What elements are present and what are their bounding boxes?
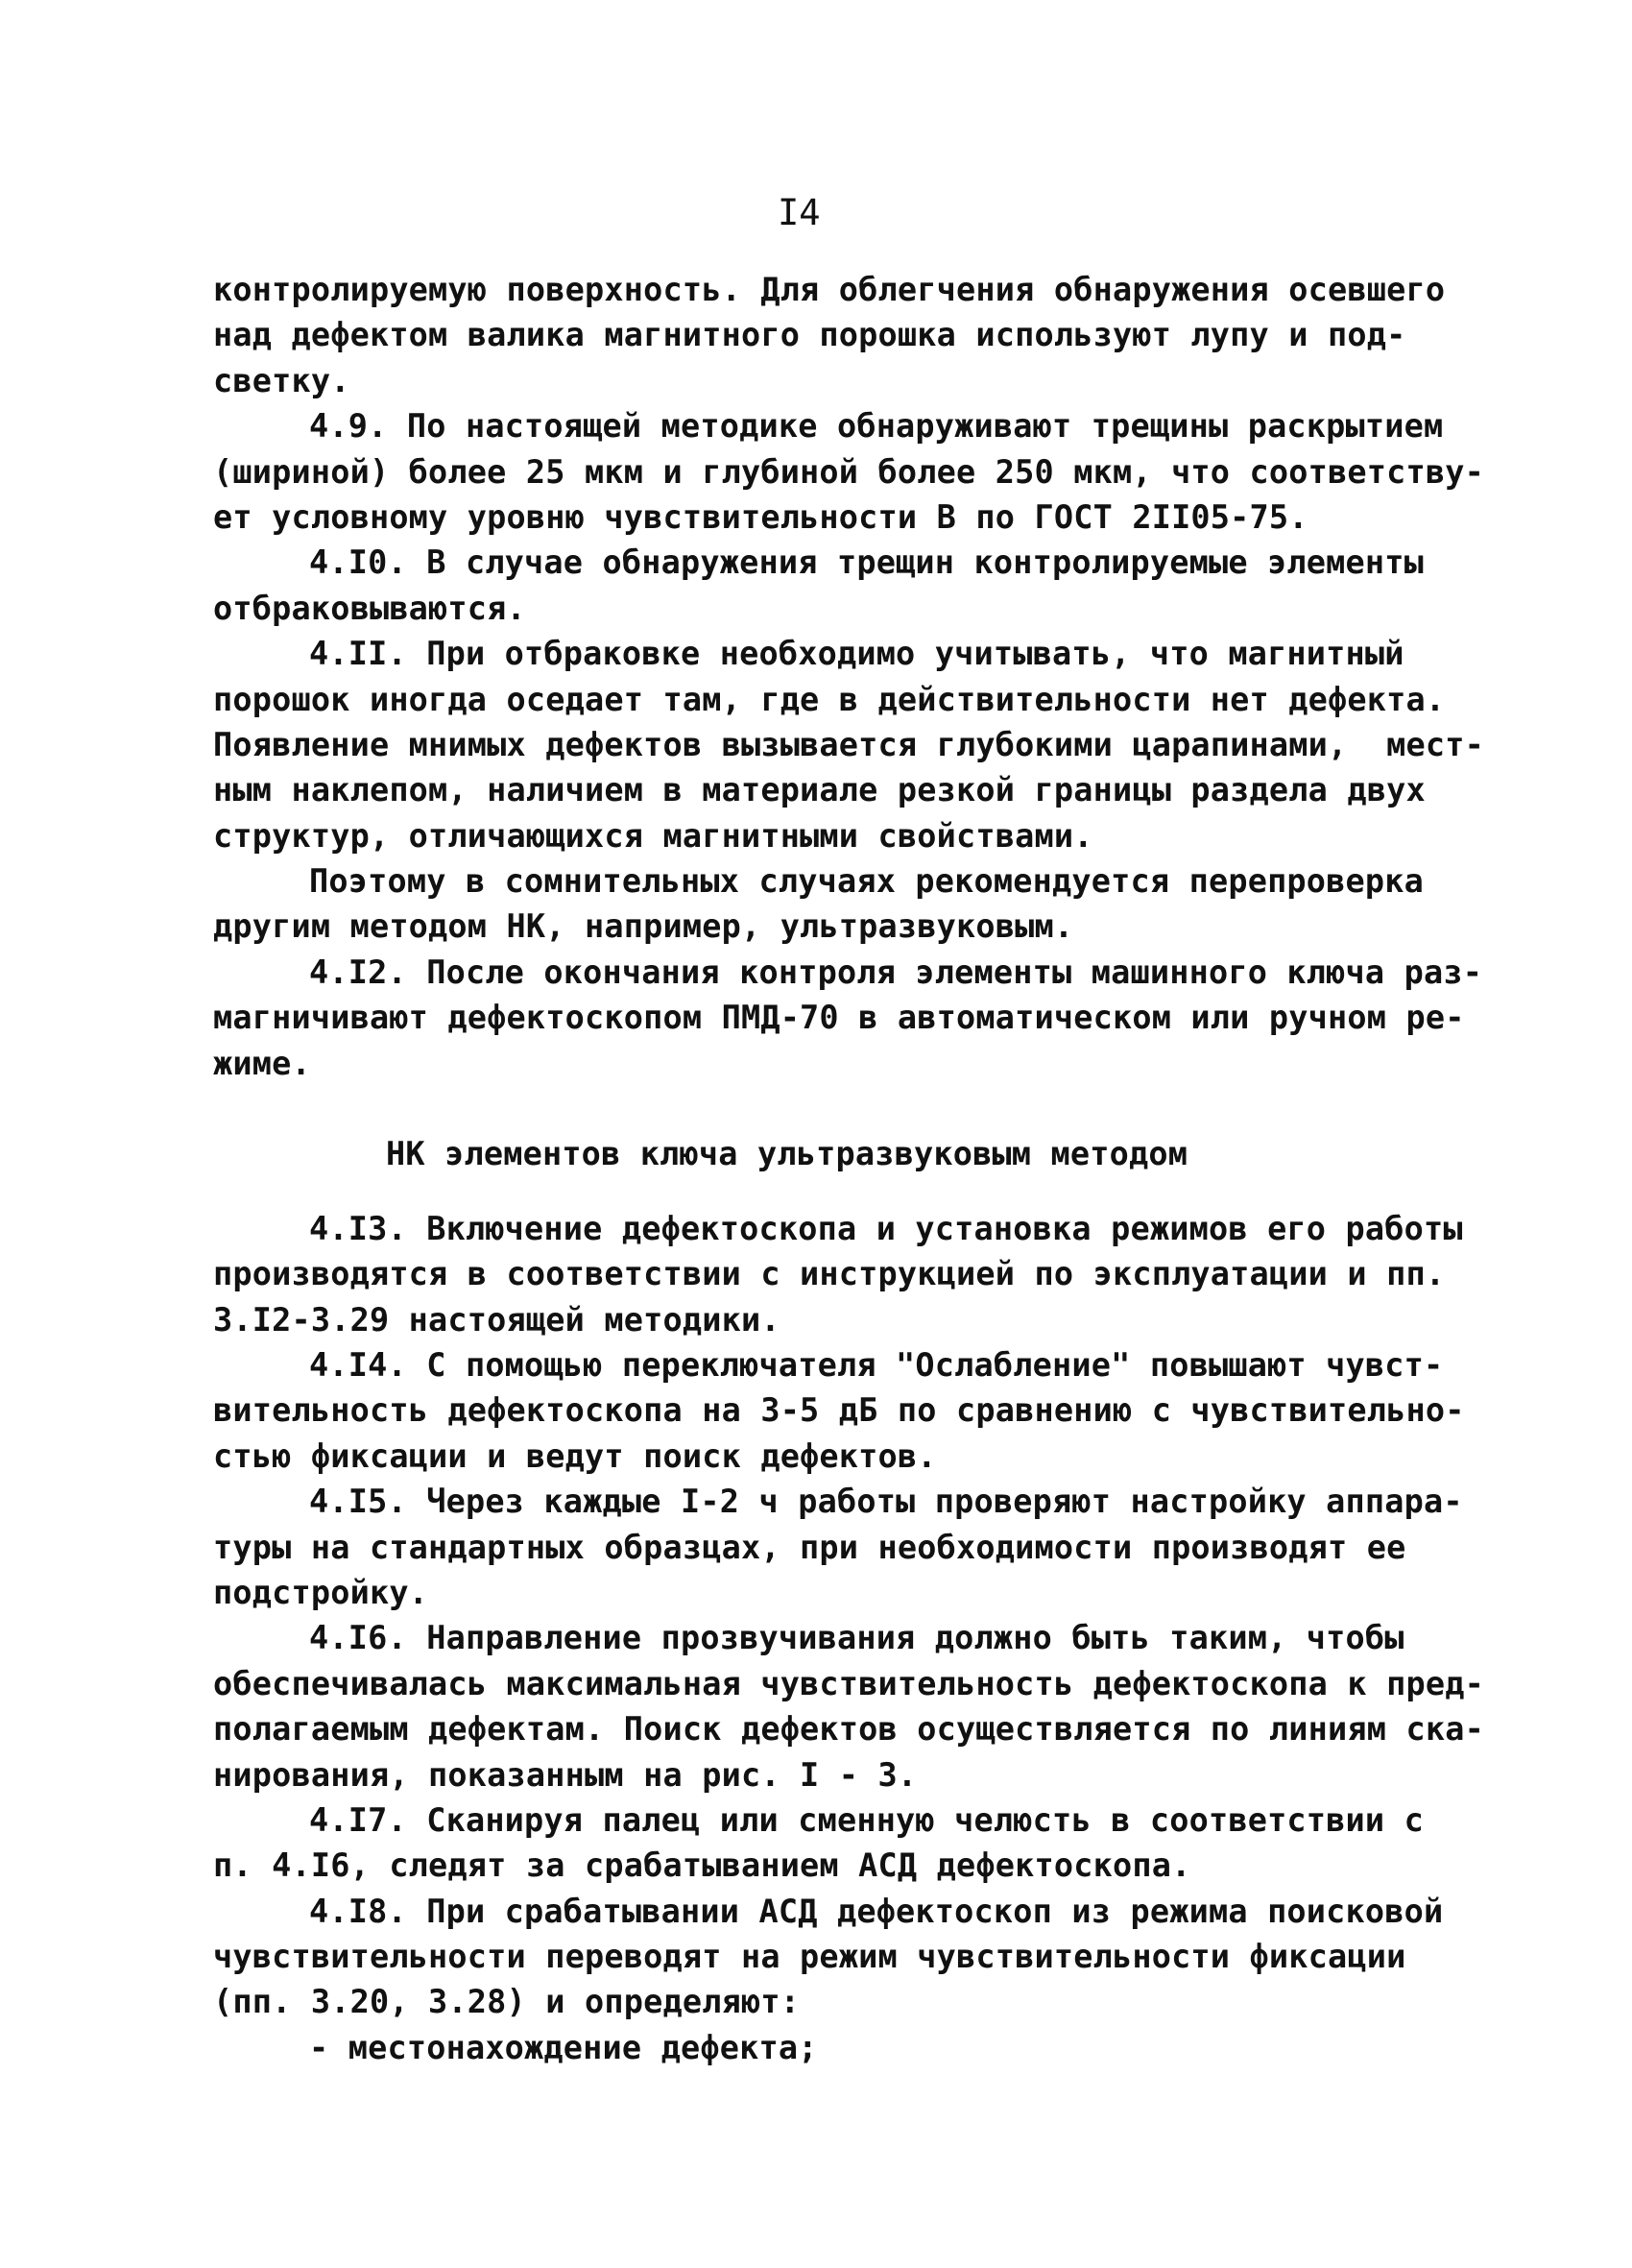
text-line: светку. [213, 361, 350, 399]
paragraph-4-16: 4.I6. Направление прозвучивания должно быть таким, чтобы [309, 1619, 1404, 1657]
text-line: стью фиксации и ведут поиск дефектов. [213, 1436, 937, 1475]
text-line: (шириной) более 25 мкм и глубиной более 250 мкм, что соответству- [213, 452, 1484, 491]
text-line: п. 4.I6, следят за срабатыванием АСД дефектоскопа. [213, 1846, 1191, 1885]
text-line: производятся в соответствии с инструкцией по эксплуатации и пп. [213, 1255, 1446, 1293]
text-line: полагаемым дефектам. Поиск дефектов осуществляется по линиям ска- [213, 1710, 1484, 1749]
list-item: - местонахождение дефекта; [309, 2028, 818, 2066]
paragraph-4-17: 4.I7. Сканируя палец или сменную челюсть в соответствии с [309, 1800, 1425, 1839]
text-line: контролируемую поверхность. Для облегчения обнаружения осевшего [213, 271, 1446, 308]
text-line: над дефектом валика магнитного порошка используют лупу и под- [213, 316, 1406, 354]
spacer [213, 1177, 1461, 1206]
paragraph-recheck: Поэтому в сомнительных случаях рекомендуется перепроверка [309, 862, 1425, 901]
text-line: подстройку. [213, 1573, 429, 1611]
text-line: порошок иногда оседает там, где в действительности нет дефекта. [213, 680, 1446, 718]
text-line: структур, отличающихся магнитными свойствами. [213, 816, 1093, 855]
text-line: Появление мнимых дефектов вызывается глубокими царапинами, мест- [213, 725, 1484, 763]
paragraph-4-14: 4.I4. С помощью переключателя "Ослабление" повышают чувст- [309, 1345, 1444, 1384]
body-text [213, 267, 1484, 2070]
paragraph-4-12: 4.I2. После окончания контроля элементы машинного ключа раз- [309, 953, 1483, 991]
paragraph-4-18: 4.I8. При срабатывании АСД дефектоскоп из режима поисковой [309, 1892, 1444, 1930]
paragraph-4-10: 4.I0. В случае обнаружения трещин контролируемые элементы [309, 543, 1425, 582]
text-line: ным наклепом, наличием в материале резкой границы раздела двух [213, 771, 1426, 809]
text-line: туры на стандартных образцах, при необходимости производят ее [213, 1528, 1406, 1566]
text-line: другим методом НК, например, ультразвуковым. [213, 907, 1074, 946]
page-number: I4 [778, 192, 821, 233]
text-line: обеспечивалась максимальная чувствительность дефектоскопа к пред- [213, 1664, 1484, 1702]
paragraph-4-11: 4.II. При отбраковке необходимо учитывать, что магнитный [309, 635, 1404, 673]
text-line: чувствительности переводят на режим чувствительности фиксации [213, 1938, 1406, 1976]
text-line: жиме. [213, 1044, 311, 1082]
text-line: ет условному уровню чувствительности В по ГОСТ 2II05-75. [213, 497, 1308, 536]
text-line: магничивают дефектоскопом ПМД-70 в автоматическом или ручном ре- [213, 999, 1465, 1037]
text-line: (пп. 3.20, 3.28) и определяют: [213, 1983, 801, 2021]
text-line: 3.I2-3.29 настоящей методики. [213, 1300, 780, 1339]
text-line: отбраковываются. [213, 589, 526, 627]
text-line: вительность дефектоскопа на 3-5 дБ по сравнению с чувствительно- [213, 1391, 1465, 1430]
spacer [213, 1086, 1461, 1131]
section-heading: НК элементов ключа ультразвуковым методом [386, 1135, 1188, 1173]
paragraph-4-9: 4.9. По настоящей методике обнаруживают трещины раскрытием [309, 407, 1444, 446]
paragraph-4-13: 4.I3. Включение дефектоскопа и установка режимов его работы [309, 1209, 1463, 1247]
paragraph-4-15: 4.I5. Через каждые I-2 ч работы проверяют настройку аппара- [309, 1483, 1463, 1521]
text-line: нирования, показанным на рис. I - 3. [213, 1755, 918, 1794]
